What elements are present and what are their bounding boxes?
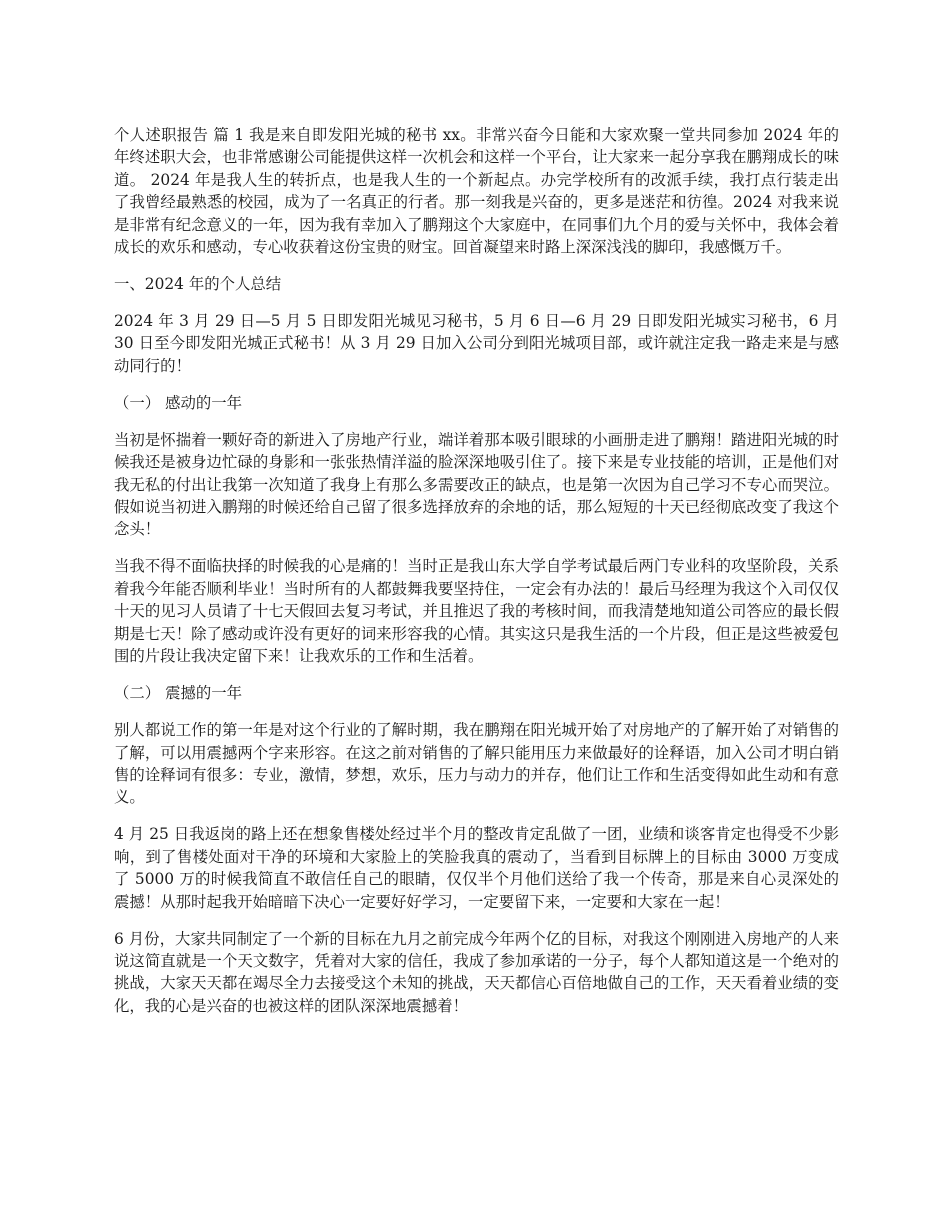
shocking-paragraph-2: 4 月 25 日我返岗的路上还在想象售楼处经过半个月的整改肯定乱做了一团，业绩和谈客肯定也得受不少影响，到了售楼处面对干净的环境和大家脸上的笑脸我真的震动了，当看到目标牌上的目标由 3000 万变成了 5000 万的时候我简直不敢信任自己的眼睛，仅仅半个月他们送给了我一个传奇，那是来自心灵深处的震撼！从那时起我开始暗暗下决心一定要好好学习，一定要留下来，一定要和大家在一起！ [114,825,839,911]
touching-paragraph-1: 当初是怀揣着一颗好奇的新进入了房地产行业，端详着那本吸引眼球的小画册走进了鹏翔！踏进阳光城的时候我还是被身边忙碌的身影和一张张热情洋溢的脸深深地吸引住了。接下来是专业技能的培训，正是他们对我无私的付出让我第一次知道了我身上有那么多需要改正的缺点，也是第一次因为自己学习不专心而哭泣。假如说当初进入鹏翔的时候还给自己留了很多选择放弃的余地的话，那么短短的十天已经彻底改变了我这个念头！ [114,430,839,539]
subsection-heading-shocking-year: （二） 震撼的一年 [114,684,243,703]
subsection-heading-touching-year: （一） 感动的一年 [114,393,243,412]
touching-paragraph-2: 当我不得不面临抉择的时候我的心是痛的！当时正是我山东大学自学考试最后两门专业科的攻坚阶段，关系着我今年能否顺利毕业！当时所有的人都鼓舞我要坚持住，一定会有办法的！最后马经理为我这个入司仅仅十天的见习人员请了十七天假回去复习考试，并且推迟了我的考核时间，而我清楚地知道公司答应的最长假期是七天！除了感动或许没有更好的词来形容我的心情。其实这只是我生活的一个片段，但正是这些被爱包围的片段让我决定留下来！让我欢乐的工作和生活着。 [114,557,839,666]
section-heading-summary: 一、2024 年的个人总结 [114,275,282,294]
document-page [114,124,839,1032]
intro-paragraph: 个人述职报告 篇 1 我是来自即发阳光城的秘书 xx。非常兴奋今日能和大家欢聚一堂共同参加 2024 年的年终述职大会，也非常感谢公司能提供这样一次机会和这样一个平台，让大家来一起分享我在鹏翔成长的味道。 2024 年是我人生的转折点，也是我人生的一个新起点。办完学校所有的改派手续，我打点行装走出了我曾经最熟悉的校园，成为了一名真正的行者。那一刻我是兴奋的，更多是迷茫和彷徨。2024 对我来说是非常有纪念意义的一年，因为我有幸加入了鹏翔这个大家庭中，在同事们九个月的爱与关怀中，我体会着成长的欢乐和感动，专心收获着这份宝贵的财宝。回首凝望来时路上深深浅浅的脚印，我感慨万千。 [114,126,839,257]
shocking-paragraph-1: 别人都说工作的第一年是对这个行业的了解时期，我在鹏翔在阳光城开始了对房地产的了解开始了对销售的了解，可以用震撼两个字来形容。在这之前对销售的了解只能用压力来做最好的诠释语，加入公司才明白销售的诠释词有很多：专业，激情，梦想，欢乐，压力与动力的并存，他们让工作和生活变得如此生动和有意义。 [114,721,839,807]
shocking-paragraph-3: 6 月份，大家共同制定了一个新的目标在九月之前完成今年两个亿的目标，对我这个刚刚进入房地产的人来说这简直就是一个天文数字，凭着对大家的信任，我成了参加承诺的一分子，每个人都知道这是一个绝对的挑战，大家天天都在竭尽全力去接受这个未知的挑战，天天都信心百倍地做自己的工作，天天看着业绩的变化，我的心是兴奋的也被这样的团队深深地震撼着！ [114,929,839,1015]
timeline-paragraph: 2024 年 3 月 29 日—5 月 5 日即发阳光城见习秘书，5 月 6 日—6 月 29 日即发阳光城实习秘书，6 月 30 日至今即发阳光城正式秘书！从 3 月 29 日加入公司分到阳光城项目部，或许就注定我一路走来是与感动同行的！ [114,312,839,375]
